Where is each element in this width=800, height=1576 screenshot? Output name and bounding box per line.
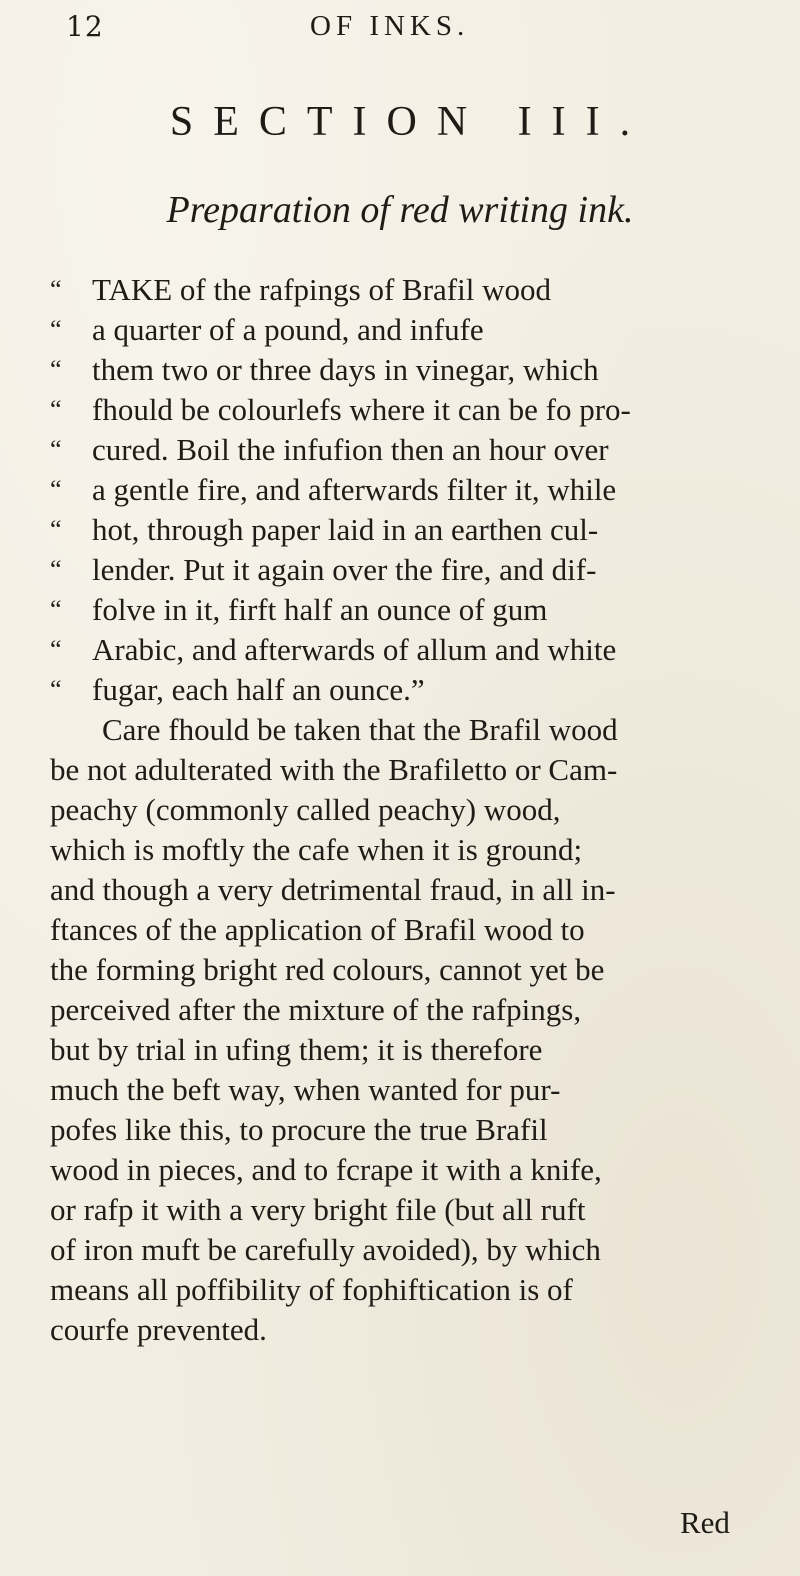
recipe-line-text: fugar, each half an ounce.” — [92, 672, 425, 707]
page-header — [0, 10, 800, 46]
recipe-line — [50, 270, 780, 310]
paragraph-line: means all poffibility of fophiftication is of — [50, 1272, 573, 1307]
quote-mark: “ — [50, 675, 62, 704]
recipe-line-text: hot, through paper laid in an earthen cul- — [92, 512, 599, 547]
quote-mark: “ — [50, 315, 62, 344]
paragraph-line: the forming bright red colours, cannot yet be — [50, 952, 605, 987]
body-text — [50, 270, 780, 1350]
quote-mark: “ — [50, 515, 62, 544]
recipe-line-text: a quarter of a pound, and infufe — [92, 312, 484, 347]
recipe-line — [50, 430, 780, 470]
recipe-line — [50, 550, 780, 590]
section-title: Preparation of red writing ink. — [166, 189, 634, 231]
quote-mark: “ — [50, 275, 62, 304]
paragraph-line: of iron muft be carefully avoided), by which — [50, 1232, 601, 1267]
recipe-line — [50, 510, 780, 550]
recipe-line-text: lender. Put it again over the fire, and dif- — [92, 552, 597, 587]
quote-mark: “ — [50, 435, 62, 464]
quote-mark: “ — [50, 355, 62, 384]
recipe-line — [50, 630, 780, 670]
section-heading: SECTION III. — [169, 99, 651, 145]
paragraph-line: courfe prevented. — [50, 1312, 267, 1347]
recipe-quote — [50, 270, 780, 710]
running-head: OF INKS. — [310, 10, 470, 42]
recipe-line — [50, 310, 780, 350]
paragraph-line: perceived after the mixture of the rafpings, — [50, 992, 582, 1027]
paragraph-line: or rafp it with a very bright file (but all ruft — [50, 1192, 586, 1227]
paragraph-line: Care fhould be taken that the Brafil wood — [102, 712, 618, 747]
paragraph-line: but by trial in ufing them; it is therefore — [50, 1032, 543, 1067]
paragraph-line: wood in pieces, and to fcrape it with a knife, — [50, 1152, 602, 1187]
recipe-line-text: cured. Boil the infufion then an hour over — [92, 432, 609, 467]
quote-mark: “ — [50, 555, 62, 584]
recipe-line-text: TAKE of the rafpings of Brafil wood — [92, 272, 551, 307]
paragraph-line: and though a very detrimental fraud, in all in- — [50, 872, 616, 907]
recipe-line-text: a gentle fire, and afterwards filter it, while — [92, 472, 617, 507]
paragraph-line: much the beft way, when wanted for pur- — [50, 1072, 561, 1107]
quote-mark: “ — [50, 475, 62, 504]
page-number: 12 — [66, 10, 104, 43]
recipe-line-text: fhould be colourlefs where it can be fo pro- — [92, 392, 631, 427]
paragraph-line: peachy (commonly called peachy) wood, — [50, 792, 561, 827]
paragraph-line: which is moftly the cafe when it is ground; — [50, 832, 583, 867]
catchword: Red — [680, 1505, 730, 1540]
recipe-line — [50, 390, 780, 430]
recipe-line-text: Arabic, and afterwards of allum and white — [92, 632, 617, 667]
recipe-line-text: folve in it, firft half an ounce of gum — [92, 592, 548, 627]
recipe-line — [50, 590, 780, 630]
quote-mark: “ — [50, 595, 62, 624]
paragraph-line: ftances of the application of Brafil wood to — [50, 912, 585, 947]
recipe-line — [50, 670, 780, 710]
quote-mark: “ — [50, 395, 62, 424]
paragraph-line: be not adulterated with the Brafiletto or Cam- — [50, 752, 618, 787]
quote-mark: “ — [50, 635, 62, 664]
recipe-line — [50, 350, 780, 390]
paragraph-line: pofes like this, to procure the true Brafil — [50, 1112, 548, 1147]
recipe-line-text: them two or three days in vinegar, which — [92, 352, 599, 387]
recipe-line — [50, 470, 780, 510]
commentary-paragraph — [50, 710, 780, 1350]
